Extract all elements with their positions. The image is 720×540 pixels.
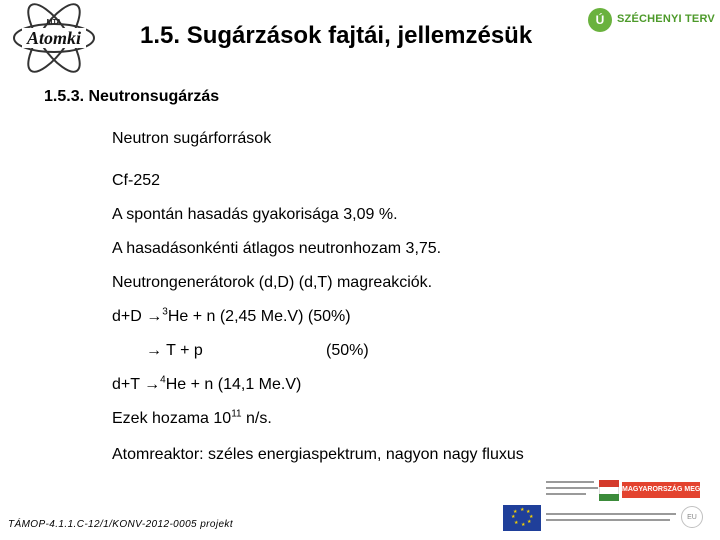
atomki-logo (8, 6, 100, 70)
atomki-logo-sub: MTA (46, 19, 62, 26)
eu-flag-icon: ★ ★ ★ ★ ★ ★ ★ ★ (503, 505, 541, 531)
yield-pre: Ezek hozama 10 (112, 410, 232, 427)
dt-reaction-post: He + n (14,1 Me.V) (165, 376, 302, 393)
hungarian-flag-icon (599, 480, 619, 501)
szechenyi-terv-logo (588, 8, 715, 36)
atomki-logo-text: Atomki (26, 28, 82, 48)
eu-funding-text-block (546, 510, 678, 534)
hungary-renewal-badge: MAGYARORSZÁG MEGÚJUL (622, 482, 700, 498)
text-line-dd-reaction (112, 308, 351, 326)
yield-sup: 11 (231, 408, 242, 420)
szechenyi-logo-text: SZÉCHENYI TERV (617, 13, 715, 25)
text-line-dd-branch: → T + p (146, 342, 203, 359)
footer-info-text-block (546, 478, 598, 508)
text-line-dd-branch-percent: (50%) (326, 342, 369, 359)
szechenyi-mark-icon: Ú (588, 8, 612, 32)
page-title: 1.5. Sugárzások fajtái, jellemzésük (140, 22, 533, 49)
text-line-neutron-yield: A hasadásonkénti átlagos neutronhozam 3,75. (112, 240, 442, 257)
text-line-cf252: Cf-252 (112, 172, 161, 189)
dt-reaction-sup: 4 (160, 374, 166, 386)
text-line-yield (112, 410, 272, 428)
dd-reaction-post: He + n (2,45 Me.V) (50%) (167, 308, 351, 325)
dt-reaction-pre: d+T → (112, 376, 161, 393)
text-line-sources: Neutron sugárforrások (112, 130, 272, 147)
eu-round-logo-icon: EU (681, 506, 703, 528)
yield-post: n/s. (241, 410, 272, 427)
project-id: TÁMOP-4.1.1.C-12/1/KONV-2012-0005 projekt (8, 519, 234, 530)
text-line-neutron-generators: Neutrongenerátorok (d,D) (d,T) magreakciók. (112, 274, 433, 291)
text-line-dt-reaction (112, 376, 301, 394)
text-line-spontaneous-fission: A spontán hasadás gyakorisága 3,09 %. (112, 206, 398, 223)
dd-reaction-sup: 3 (162, 306, 168, 318)
text-line-reactor: Atomreaktor: széles energiaspektrum, nagyon nagy fluxus (112, 446, 524, 463)
section-subtitle: 1.5.3. Neutronsugárzás (44, 88, 220, 105)
dd-reaction-pre: d+D → (112, 308, 163, 325)
